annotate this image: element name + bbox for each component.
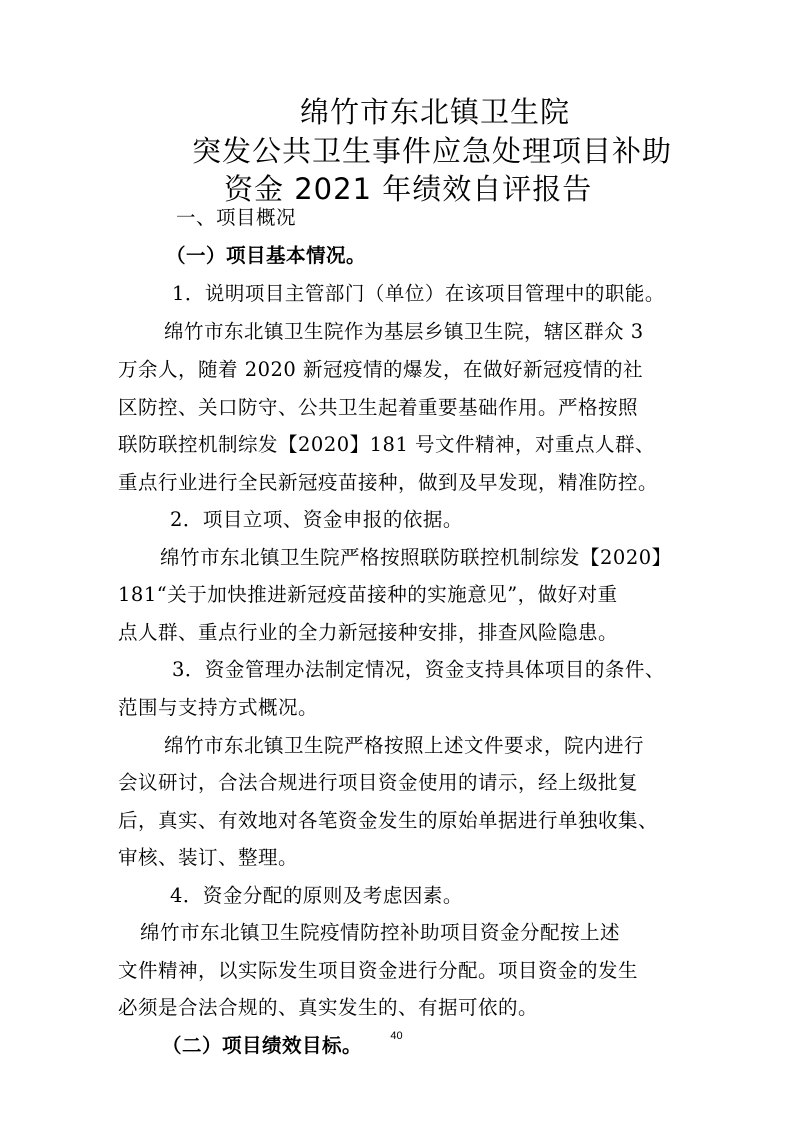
paragraph-line: 后，真实、有效地对各笔资金发生的原始单据进行单独收集、 [118,809,659,832]
paragraph-line: 联防联控机制综发【2020】181 号文件精神，对重点人群、 [118,433,656,456]
title-line-1: 绵竹市东北镇卫生院 [300,95,571,129]
item-heading-4: 4．资金分配的原则及考虑因素。 [170,884,463,907]
paragraph-line: 区防控、关口防守、公共卫生起着重要基础作用。严格按照 [118,396,639,419]
item-heading-3: 3．资金管理办法制定情况，资金支持具体项目的条件、 [172,658,665,681]
paragraph-line: 重点行业进行全民新冠疫苗接种，做到及早发现，精准防控。 [118,471,659,494]
section-heading: 一、项目概况 [176,206,297,229]
item-heading-2: 2．项目立项、资金申报的依据。 [170,508,463,531]
paragraph-line: 绵竹市东北镇卫生院作为基层乡镇卫生院，辖区群众 3 [164,320,644,343]
subsection-heading-1: （一）项目基本情况。 [166,244,367,267]
title-line-2: 突发公共卫生事件应急处理项目补助 [192,134,673,168]
paragraph-line: 绵竹市东北镇卫生院严格按照联防联控机制综发【2020】 [160,546,672,569]
page-number: 40 [390,1030,403,1042]
paragraph-line: 点人群、重点行业的全力新冠接种安排，排查风险隐患。 [118,621,619,644]
paragraph-line: 181“关于加快推进新冠疫苗接种的实施意见”，做好对重 [118,583,618,606]
subsection-heading-2: （二）项目绩效目标。 [162,1034,363,1057]
paragraph-line: 会议研讨，合法合规进行项目资金使用的请示，经上级批复 [118,771,639,794]
paragraph-line: 绵竹市东北镇卫生院严格按照上述文件要求，院内进行 [164,734,645,757]
paragraph-line: 必须是合法合规的、真实发生的、有据可依的。 [118,996,539,1019]
item-heading-1: 1．说明项目主管部门（单位）在该项目管理中的职能。 [172,282,665,305]
paragraph-line: 范围与支持方式概况。 [118,696,319,719]
paragraph-line: 万余人，随着 2020 新冠疫情的爆发，在做好新冠疫情的社 [118,358,644,381]
paragraph-line: 审核、装订、整理。 [118,846,299,869]
title-line-3: 资金 2021 年绩效自评报告 [224,172,593,206]
paragraph-line: 文件精神，以实际发生项目资金进行分配。项目资金的发生 [118,959,639,982]
paragraph-line: 绵竹市东北镇卫生院疫情防控补助项目资金分配按上述 [140,921,621,944]
